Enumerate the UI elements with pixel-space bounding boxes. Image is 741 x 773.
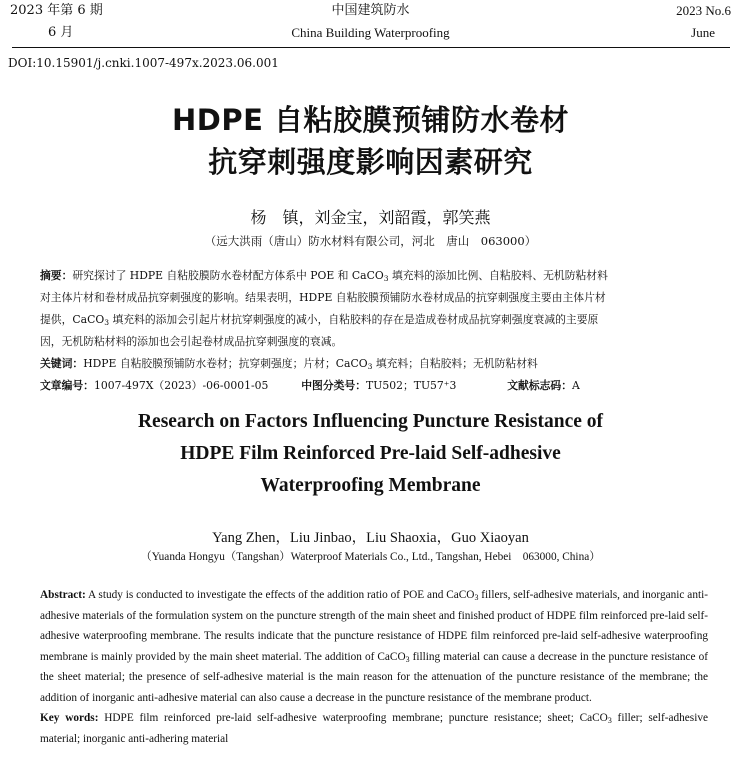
journal-month-cn: 6 月 — [48, 25, 74, 40]
en-keywords: Key words: HDPE film reinforced pre-laid self-adhesive waterproofing membrane; puncture resistance; sheet; CaCO$_3$ filler; self-adhesive material; inorganic anti-adhering material — [40, 712, 708, 745]
journal-name-cn: 中国建筑防水 — [331, 3, 410, 18]
cn-affiliation: （远大洪雨（唐山）防水材料有限公司，河北 唐山 063000） — [204, 234, 537, 248]
en-authors: Yang Zhen，Liu Jinbao，Liu Shaoxia，Guo Xiaoyan — [212, 530, 529, 546]
journal-issue-cn: 2023 年第 6 期 — [10, 3, 103, 18]
en-title-line3: Waterproofing Membrane — [260, 475, 481, 496]
doi: DOI:10.15901/j.cnki.1007-497x.2023.06.001 — [8, 56, 279, 70]
en-title-line2: HDPE Film Reinforced Pre-laid Self-adhesive — [180, 443, 561, 464]
journal-month-en: June — [691, 25, 715, 40]
en-affiliation: （Yuanda Hongyu（Tangshan）Waterproof Materials Co., Ltd., Tangshan, Hebei 063000, China） — [140, 551, 601, 563]
journal-name-en: China Building Waterproofing — [291, 25, 450, 40]
cn-title-line1: HDPE 自粘胶膜预铺防水卷材 — [171, 103, 569, 137]
en-title-line1: Research on Factors Influencing Puncture Resistance of — [137, 411, 604, 432]
cn-title-line2: 抗穿刺强度影响因素研究 — [208, 145, 533, 179]
en-abstract-label: Abstract: — [40, 589, 86, 601]
header-rule — [12, 47, 730, 48]
cn-abstract-label: 摘要： — [40, 269, 73, 282]
cn-abstract: 摘要：研究探讨了 HDPE 自粘胶膜防水卷材配方体系中 POE 和 CaCO$_3$ 填充料的添加比例、自粘胶料、无机防粘材料 对主体片材和卷材成品抗穿刺强度的影响。结果表明，HDPE 自粘胶膜预铺防水卷材成品的抗穿刺强度主要由主体片材 提供，CaCO$_3$ 填充料的添加会引起片材抗穿刺强度的减小，自粘胶料的存在是造成卷材成品抗穿刺强度衰减的主要原 因，无机防粘材料的添加也会引起卷材成品抗穿刺强度的衰减。 关键词：HDPE 自粘胶膜预铺防水卷材；抗穿刺强度；片材；CaCO$_3$ 填充料；自粘胶料；无机防粘材料 文章编号：1007-497X（2023）-06-0001-05 中图分类号：TU502；TU57⁺3 文献标志码：A — [40, 265, 708, 397]
journal-issue-en: 2023 No.6 — [676, 3, 731, 18]
en-abstract: Abstract: A study is conducted to investigate the effects of the addition ratio of POE and CaCO$_3$ fillers, self-adhesive materials, and inorganic anti-adhesive materials of the formulation system on the puncture strength of the main sheet and finished product of HDPE film reinforced pre-laid self-adhesive waterproofing membrane. The results indicate that the puncture resistance of HDPE film reinforced pre-laid self-adhesive waterproofing membrane is mainly provided by the main sheet material. The addition of CaCO$_3$ filling material can cause a decrease in the puncture resistance of the sheet material; the presence of self-adhesive material is the main reason for the attenuation of the puncture resistance of the membrane; the addition of inorganic anti-adhesive material can also cause a decrease in the puncture resistance of the membrane product. Key words: HDPE film reinforced pre-laid self-adhesive waterproofing membrane; puncture resistance; sheet; CaCO$_3$ filler; self-adhesive material; inorganic anti-adhering material — [40, 585, 708, 749]
cn-authors: 杨 镇，刘金宝，刘韶霞，郭笑燕 — [250, 208, 491, 227]
cn-article-info: 文章编号：1007-497X（2023）-06-0001-05 中图分类号：TU502；TU57⁺3 文献标志码：A — [40, 379, 580, 392]
cn-keywords: 关键词：HDPE 自粘胶膜预铺防水卷材；抗穿刺强度；片材；CaCO$_3$ 填充料；自粘胶料；无机防粘材料 — [40, 357, 538, 371]
